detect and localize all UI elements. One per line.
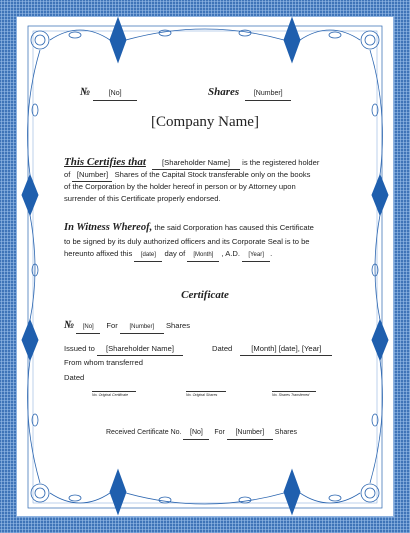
received-shares-field[interactable]: [Number] xyxy=(227,427,273,440)
witness-line-3 xyxy=(64,248,272,262)
affixed-text: hereunto affixed this xyxy=(64,249,133,258)
stub-number-row xyxy=(64,319,190,334)
company-name[interactable]: [Company Name] xyxy=(151,114,259,130)
original-shares-label: No. Original Shares xyxy=(186,391,226,397)
certifies-line-3: of the Corporation by the holder hereof in person or by Attorney upon xyxy=(64,182,296,191)
day-of-text: day of xyxy=(164,249,186,258)
stub-for-label: For xyxy=(106,321,118,330)
month-field[interactable]: [Month] xyxy=(187,249,219,262)
from-whom-transferred: From whom transferred xyxy=(64,358,143,367)
stub-shares-field[interactable]: [Number] xyxy=(120,321,164,334)
shareholder-name-field[interactable]: [Shareholder Name] xyxy=(152,157,240,170)
header-number-row xyxy=(80,86,137,101)
received-number-field[interactable]: [No] xyxy=(183,427,209,440)
issued-to-field[interactable]: [Shareholder Name] xyxy=(97,343,183,356)
certificate-heading: Certificate xyxy=(181,289,229,301)
witness-lead: In Witness Whereof, xyxy=(64,222,153,233)
certificate-number-field[interactable]: [No] xyxy=(93,88,137,101)
number-symbol: № xyxy=(80,86,91,98)
certifies-lead: This Certifies that xyxy=(64,156,146,168)
transfer-dated-label: Dated xyxy=(64,373,85,382)
header-shares-row xyxy=(208,86,291,101)
period: . xyxy=(270,249,273,258)
certifies-text-2: Shares of the Capital Stock transferable only on the books xyxy=(114,170,311,179)
shares-number-field[interactable]: [Number] xyxy=(245,88,291,101)
shares-transferred-label: No. Shares Transferred xyxy=(272,391,316,397)
stub-number-field[interactable]: [No] xyxy=(76,321,100,334)
witness-line-1 xyxy=(64,222,314,234)
of-label: of xyxy=(64,170,71,179)
witness-line-2: to be signed by its duly authorized officers and its Corporate Seal is to be xyxy=(64,237,310,246)
ad-text: , A.D. xyxy=(221,249,241,258)
issued-to-row xyxy=(64,343,183,356)
certifies-line-1 xyxy=(64,156,319,170)
received-for-label: For xyxy=(214,429,225,436)
original-certificate-label: No. Original Certificate xyxy=(92,391,136,397)
shares-count-field[interactable]: [Number] xyxy=(72,169,112,182)
year-field[interactable]: [Year] xyxy=(242,249,270,262)
received-label: Received Certificate No. xyxy=(106,429,182,436)
shares-label: Shares xyxy=(208,86,240,98)
stub-dated-label: Dated xyxy=(212,344,233,353)
date-field[interactable]: [date] xyxy=(134,249,162,262)
witness-text-1: the said Corporation has caused this Certificate xyxy=(154,223,314,232)
stub-dated-row xyxy=(212,343,332,356)
stub-number-symbol: № xyxy=(64,319,75,331)
received-shares-label: Shares xyxy=(274,429,297,436)
certifies-line-4: surrender of this Certificate properly endorsed. xyxy=(64,194,221,203)
stub-shares-label: Shares xyxy=(165,321,191,330)
received-row xyxy=(106,427,297,440)
issued-to-label: Issued to xyxy=(64,344,95,353)
certifies-text-1: is the registered holder xyxy=(242,158,320,167)
stub-dated-field[interactable]: [Month] [date], [Year] xyxy=(240,343,332,356)
